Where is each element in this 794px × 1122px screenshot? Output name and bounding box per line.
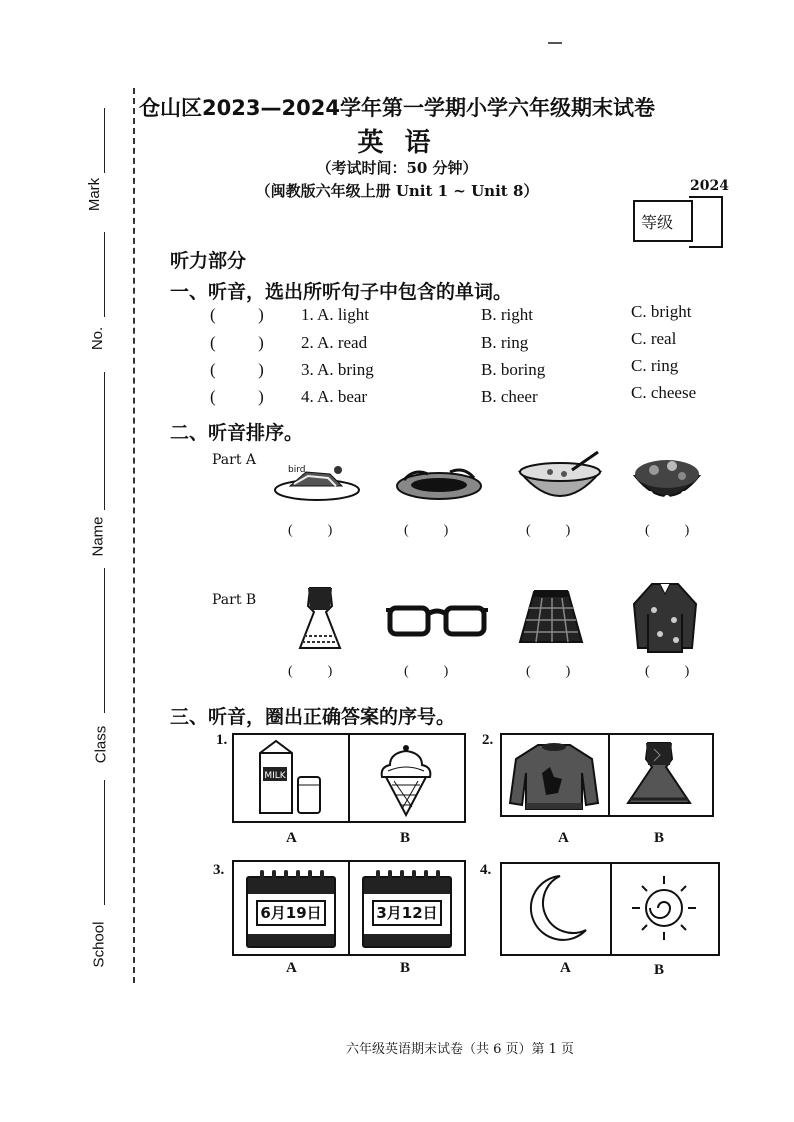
question4-box — [500, 862, 720, 956]
option-c: C. real — [631, 329, 677, 348]
option-b: B. right — [481, 305, 533, 324]
option-a: 1. A. light — [301, 305, 370, 324]
question2-box — [500, 733, 714, 817]
svg-text:bird: bird — [288, 465, 306, 475]
option-b-cell[interactable] — [348, 735, 462, 821]
order-blank[interactable]: ( ) — [288, 523, 333, 538]
date-text: 3月12日 — [372, 900, 442, 926]
option-a-label: A — [558, 830, 569, 846]
school-label: School — [90, 921, 108, 968]
question-number: 3. — [213, 862, 225, 878]
ice-cream-icon — [350, 737, 460, 819]
option-c: C. cheese — [631, 383, 697, 402]
question1-box — [232, 733, 466, 823]
no-label: No. — [89, 326, 107, 351]
soup-bowl-icon — [516, 450, 604, 508]
option-a-cell[interactable] — [234, 735, 348, 821]
order-blank[interactable]: ( ) — [404, 664, 449, 679]
exam-title: 仓山区2023—2024学年第一学期小学六年级期末试卷 — [139, 96, 655, 120]
glasses-icon — [384, 600, 490, 640]
name-label: Name — [89, 516, 107, 557]
option-b-cell[interactable] — [608, 735, 710, 815]
question-number: 2. — [482, 732, 494, 748]
section1-title: 一、听音，选出所听句子中包含的单词。 — [170, 281, 513, 303]
calendar-icon — [362, 876, 452, 948]
option-b-cell[interactable] — [348, 862, 462, 954]
option-a-label: A — [560, 960, 571, 976]
order-blank[interactable]: ( ) — [404, 523, 449, 538]
order-blank[interactable]: ( ) — [526, 664, 571, 679]
class-label: Class — [92, 725, 110, 764]
no-line — [104, 232, 105, 317]
option-b: B. cheer — [481, 387, 538, 406]
option-a: 4. A. bear — [301, 387, 368, 406]
subject-title: 英 语 — [357, 128, 437, 158]
salad-bowl-icon — [632, 450, 702, 506]
sandwich-plate-icon — [272, 458, 362, 504]
skirt-icon — [516, 588, 586, 648]
answer-blank[interactable]: ( ) — [210, 360, 264, 379]
section3-title: 三、听音，圈出正确答案的序号。 — [170, 706, 456, 728]
order-blank[interactable]: ( ) — [645, 523, 690, 538]
option-a-cell[interactable] — [502, 864, 610, 954]
option-b-cell[interactable] — [610, 864, 716, 954]
option-a-cell[interactable] — [502, 735, 608, 815]
option-c: C. bright — [631, 302, 692, 321]
fish-plate-icon — [394, 458, 484, 504]
option-a-label: A — [286, 830, 297, 846]
option-b: B. boring — [481, 360, 546, 379]
option-c: C. ring — [631, 356, 679, 375]
dress-icon — [610, 737, 708, 813]
corner-code: 2024 — [690, 178, 729, 194]
grade-entry-box — [689, 196, 723, 248]
answer-blank[interactable]: ( ) — [210, 387, 264, 406]
date-text: 6月19日 — [256, 900, 326, 926]
scan-mark — [548, 42, 562, 44]
part-a-label: Part A — [212, 452, 257, 468]
grade-label: 等级 — [641, 213, 674, 232]
calendar-icon — [246, 876, 336, 948]
question3-box — [232, 860, 466, 956]
order-blank[interactable]: ( ) — [288, 664, 333, 679]
dress-icon — [296, 584, 344, 654]
option-b: B. ring — [481, 333, 529, 352]
option-b-label: B — [654, 962, 665, 978]
page-footer: 六年级英语期末试卷（共 6 页）第 1 页 — [345, 1042, 575, 1057]
edition-note: （闽教版六年级上册 Unit 1 ~ Unit 8） — [255, 182, 539, 200]
exam-time: （考试时间：50 分钟） — [316, 159, 478, 177]
option-a: 3. A. bring — [301, 360, 374, 379]
order-blank[interactable]: ( ) — [645, 664, 690, 679]
section2-title: 二、听音排序。 — [170, 422, 304, 444]
answer-blank[interactable]: ( ) — [210, 305, 264, 324]
part-b-label: Part B — [212, 592, 257, 608]
sweater-icon — [502, 737, 606, 813]
option-b-label: B — [400, 960, 411, 976]
question-number: 1. — [216, 732, 228, 748]
question-number: 4. — [480, 862, 492, 878]
name-line — [104, 372, 105, 510]
shirt-icon — [630, 580, 700, 654]
order-blank[interactable]: ( ) — [526, 523, 571, 538]
milk-icon — [236, 737, 346, 819]
class-line — [104, 568, 105, 713]
option-a: 2. A. read — [301, 333, 368, 352]
mark-label: Mark — [86, 177, 104, 212]
answer-blank[interactable]: ( ) — [210, 333, 264, 352]
cut-line — [133, 88, 135, 983]
option-a-label: A — [286, 960, 297, 976]
option-b-label: B — [654, 830, 665, 846]
school-line — [104, 780, 105, 905]
listening-heading: 听力部分 — [170, 250, 247, 272]
option-a-cell[interactable] — [234, 862, 348, 954]
svg-text:MILK: MILK — [264, 771, 286, 781]
sun-icon — [612, 864, 714, 950]
option-b-label: B — [400, 830, 411, 846]
moon-icon — [502, 864, 606, 950]
